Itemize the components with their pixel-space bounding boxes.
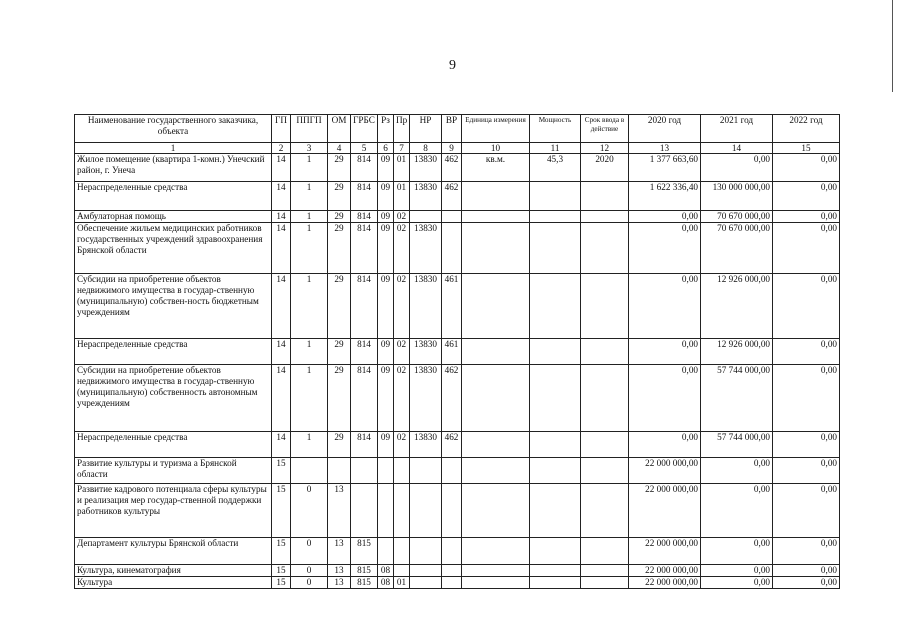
cell-nr [410,565,442,577]
column-number: 13 [629,143,701,154]
cell-y2022: 0,00 [773,432,840,458]
cell-y2021: 130 000 000,00 [701,182,773,211]
cell-grbs: 814 [351,211,378,223]
margin-rule [892,0,893,92]
cell-pr: 01 [394,154,410,182]
cell-y2020: 22 000 000,00 [629,577,701,589]
cell-ppgp: 0 [291,538,328,565]
cell-vr [442,484,462,538]
cell-rz: 09 [378,339,394,365]
cell-unit [462,458,530,484]
cell-term [581,432,629,458]
cell-name: Нераспределенные средства [75,339,272,365]
cell-gp: 14 [272,182,291,211]
cell-vr: 462 [442,154,462,182]
cell-om: 13 [328,538,351,565]
cell-pr: 02 [394,339,410,365]
cell-rz: 09 [378,365,394,432]
cell-ppgp: 0 [291,565,328,577]
cell-vr [442,211,462,223]
cell-ppgp [291,458,328,484]
table-row [75,154,840,182]
column-number-row [75,143,840,154]
cell-gp: 15 [272,538,291,565]
cell-y2022: 0,00 [773,458,840,484]
cell-vr [442,458,462,484]
cell-grbs: 814 [351,339,378,365]
cell-pr: 02 [394,365,410,432]
header-cell: ВР [442,115,462,143]
cell-power: 45,3 [530,154,581,182]
cell-y2022: 0,00 [773,565,840,577]
cell-term: 2020 [581,154,629,182]
cell-term [581,223,629,274]
cell-term [581,211,629,223]
table-row [75,432,840,458]
header-cell: 2021 год [701,115,773,143]
cell-power [530,577,581,589]
cell-om: 13 [328,577,351,589]
cell-om: 29 [328,365,351,432]
table-row [75,182,840,211]
cell-term [581,339,629,365]
cell-om: 29 [328,339,351,365]
cell-nr [410,211,442,223]
cell-grbs: 814 [351,223,378,274]
cell-term [581,565,629,577]
cell-grbs: 815 [351,538,378,565]
cell-pr [394,565,410,577]
cell-unit [462,339,530,365]
column-number: 4 [328,143,351,154]
cell-grbs: 814 [351,182,378,211]
column-number: 10 [462,143,530,154]
table-row [75,458,840,484]
cell-ppgp: 1 [291,223,328,274]
cell-unit: кв.м. [462,154,530,182]
cell-power [530,274,581,339]
cell-rz: 09 [378,432,394,458]
column-number: 12 [581,143,629,154]
cell-power [530,223,581,274]
cell-y2021: 70 670 000,00 [701,211,773,223]
cell-y2020: 0,00 [629,211,701,223]
cell-vr: 461 [442,339,462,365]
cell-term [581,484,629,538]
cell-rz [378,484,394,538]
cell-y2022: 0,00 [773,182,840,211]
cell-pr [394,538,410,565]
cell-rz: 09 [378,274,394,339]
cell-name: Обеспечение жильем медицинских работников государственных учреждений здравоохранения Брянской области [75,223,272,274]
cell-nr: 13830 [410,432,442,458]
cell-ppgp: 1 [291,182,328,211]
cell-name: Департамент культуры Брянской области [75,538,272,565]
cell-term [581,182,629,211]
cell-name: Развитие кадрового потенциала сферы культуры и реализация мер государ-ственной поддержки работников культуры [75,484,272,538]
cell-y2021: 12 926 000,00 [701,274,773,339]
cell-rz [378,458,394,484]
cell-term [581,365,629,432]
cell-gp: 15 [272,565,291,577]
cell-rz: 08 [378,577,394,589]
cell-unit [462,182,530,211]
table-row [75,274,840,339]
cell-y2022: 0,00 [773,223,840,274]
cell-grbs: 814 [351,432,378,458]
header-cell: 2022 год [773,115,840,143]
cell-name: Нераспределенные средства [75,432,272,458]
cell-y2022: 0,00 [773,339,840,365]
header-cell: 2020 год [629,115,701,143]
cell-y2022: 0,00 [773,484,840,538]
cell-rz: 09 [378,154,394,182]
header-cell: ОМ [328,115,351,143]
cell-grbs: 815 [351,577,378,589]
cell-om: 29 [328,182,351,211]
table-row [75,565,840,577]
cell-rz: 09 [378,223,394,274]
cell-name: Развитие культуры и туризма а Брянской области [75,458,272,484]
cell-pr: 02 [394,274,410,339]
cell-gp: 14 [272,154,291,182]
cell-nr [410,538,442,565]
cell-term [581,458,629,484]
cell-power [530,432,581,458]
cell-unit [462,484,530,538]
cell-y2020: 0,00 [629,223,701,274]
cell-unit [462,538,530,565]
column-number: 3 [291,143,328,154]
cell-unit [462,577,530,589]
table-row [75,538,840,565]
page-number: 9 [449,58,456,73]
cell-pr: 01 [394,182,410,211]
cell-y2020: 0,00 [629,274,701,339]
cell-rz: 09 [378,211,394,223]
cell-om: 29 [328,211,351,223]
cell-om: 29 [328,154,351,182]
cell-y2020: 22 000 000,00 [629,565,701,577]
cell-power [530,458,581,484]
cell-om: 29 [328,274,351,339]
cell-ppgp: 1 [291,339,328,365]
table-row [75,211,840,223]
cell-y2022: 0,00 [773,274,840,339]
table-row [75,484,840,538]
cell-nr: 13830 [410,182,442,211]
cell-y2021: 57 744 000,00 [701,365,773,432]
column-number: 2 [272,143,291,154]
cell-gp: 14 [272,211,291,223]
cell-pr [394,458,410,484]
cell-y2021: 0,00 [701,154,773,182]
cell-power [530,211,581,223]
cell-rz: 08 [378,565,394,577]
cell-om: 13 [328,484,351,538]
cell-nr [410,458,442,484]
header-cell: ГРБС [351,115,378,143]
cell-pr: 02 [394,432,410,458]
cell-rz [378,538,394,565]
cell-grbs: 815 [351,565,378,577]
column-number: 9 [442,143,462,154]
cell-power [530,365,581,432]
cell-y2020: 22 000 000,00 [629,458,701,484]
cell-ppgp: 1 [291,432,328,458]
column-number: 7 [394,143,410,154]
cell-ppgp: 0 [291,484,328,538]
cell-y2022: 0,00 [773,538,840,565]
cell-vr: 462 [442,365,462,432]
column-number: 15 [773,143,840,154]
cell-y2022: 0,00 [773,154,840,182]
cell-unit [462,223,530,274]
cell-unit [462,432,530,458]
cell-om [328,458,351,484]
cell-pr: 01 [394,577,410,589]
cell-nr: 13830 [410,223,442,274]
header-cell: Пр [394,115,410,143]
cell-term [581,577,629,589]
cell-nr: 13830 [410,274,442,339]
cell-term [581,538,629,565]
column-number: 1 [75,143,272,154]
cell-om: 29 [328,432,351,458]
cell-power [530,182,581,211]
cell-ppgp: 1 [291,274,328,339]
cell-y2021: 0,00 [701,484,773,538]
cell-gp: 14 [272,432,291,458]
column-number: 5 [351,143,378,154]
cell-name: Субсидии на приобретение объектов недвижимого имущества в государ-ственную (муниципальную) собственность автономным учреждениям [75,365,272,432]
cell-gp: 15 [272,577,291,589]
cell-grbs [351,458,378,484]
cell-y2022: 0,00 [773,577,840,589]
table-row [75,223,840,274]
column-number: 6 [378,143,394,154]
cell-y2022: 0,00 [773,211,840,223]
cell-y2020: 1 622 336,40 [629,182,701,211]
cell-y2021: 70 670 000,00 [701,223,773,274]
column-number: 11 [530,143,581,154]
cell-gp: 14 [272,274,291,339]
cell-rz: 09 [378,182,394,211]
cell-grbs: 814 [351,154,378,182]
header-cell: Срок ввода в действие [581,115,629,143]
cell-power [530,565,581,577]
header-cell: Мощность [530,115,581,143]
header-row [75,115,840,143]
cell-nr: 13830 [410,339,442,365]
cell-vr: 462 [442,432,462,458]
cell-name: Амбулаторная помощь [75,211,272,223]
cell-grbs: 814 [351,365,378,432]
cell-ppgp: 1 [291,154,328,182]
header-cell: ППГП [291,115,328,143]
cell-gp: 14 [272,365,291,432]
cell-name: Нераспределенные средства [75,182,272,211]
cell-nr: 13830 [410,154,442,182]
cell-y2020: 22 000 000,00 [629,484,701,538]
cell-gp: 14 [272,223,291,274]
table-row [75,365,840,432]
cell-vr [442,538,462,565]
cell-y2021: 12 926 000,00 [701,339,773,365]
cell-y2020: 0,00 [629,432,701,458]
cell-pr [394,484,410,538]
column-number: 14 [701,143,773,154]
cell-term [581,274,629,339]
cell-vr [442,565,462,577]
cell-name: Культура, кинематография [75,565,272,577]
cell-ppgp: 1 [291,365,328,432]
cell-gp: 14 [272,339,291,365]
cell-nr [410,484,442,538]
cell-name: Жилое помещение (квартира 1-комн.) Унечский район, г. Унеча [75,154,272,182]
cell-grbs [351,484,378,538]
cell-power [530,538,581,565]
cell-om: 29 [328,223,351,274]
cell-pr: 02 [394,223,410,274]
cell-name: Субсидии на приобретение объектов недвижимого имущества в государ-ственную (муниципальную) собствен-ность бюджетным учреждениям [75,274,272,339]
cell-vr: 461 [442,274,462,339]
cell-om: 13 [328,565,351,577]
cell-nr: 13830 [410,365,442,432]
cell-y2021: 0,00 [701,458,773,484]
cell-ppgp: 0 [291,577,328,589]
table-row [75,339,840,365]
cell-power [530,484,581,538]
cell-pr: 02 [394,211,410,223]
cell-unit [462,274,530,339]
cell-y2021: 0,00 [701,577,773,589]
cell-unit [462,211,530,223]
budget-table [74,114,840,589]
cell-power [530,339,581,365]
header-cell: Единица измерения [462,115,530,143]
cell-y2021: 0,00 [701,565,773,577]
header-cell: ГП [272,115,291,143]
cell-gp: 15 [272,458,291,484]
header-cell: Рз [378,115,394,143]
column-number: 8 [410,143,442,154]
cell-vr: 462 [442,182,462,211]
cell-vr [442,223,462,274]
cell-y2021: 0,00 [701,538,773,565]
cell-vr [442,577,462,589]
cell-unit [462,365,530,432]
cell-y2020: 22 000 000,00 [629,538,701,565]
cell-y2022: 0,00 [773,365,840,432]
header-cell: Наименование государственного заказчика, объекта [75,115,272,143]
header-cell: НР [410,115,442,143]
cell-ppgp: 1 [291,211,328,223]
cell-nr [410,577,442,589]
table-row [75,577,840,589]
cell-y2020: 0,00 [629,365,701,432]
cell-gp: 15 [272,484,291,538]
cell-y2020: 0,00 [629,339,701,365]
cell-unit [462,565,530,577]
cell-grbs: 814 [351,274,378,339]
cell-y2020: 1 377 663,60 [629,154,701,182]
cell-y2021: 57 744 000,00 [701,432,773,458]
cell-name: Культура [75,577,272,589]
